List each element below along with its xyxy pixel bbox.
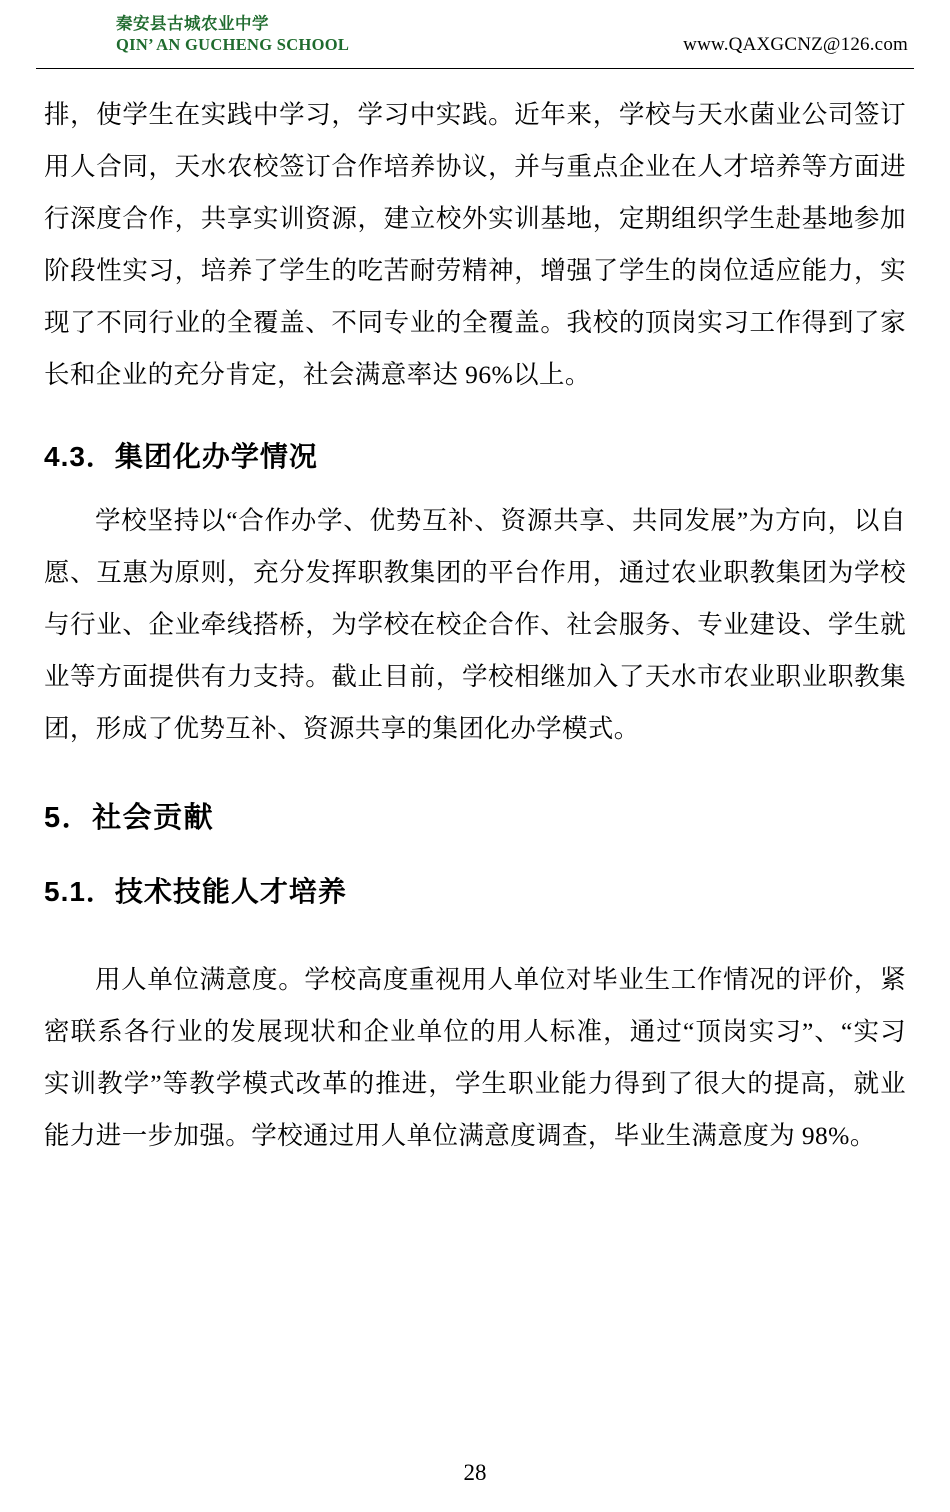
school-name-chinese: 秦安县古城农业中学 — [116, 14, 269, 33]
school-identity — [36, 14, 349, 55]
page-header — [0, 0, 950, 62]
heading-5-1: 5.1．技术技能人才培养 — [44, 876, 347, 907]
paragraph-employer-satisfaction: 用人单位满意度。学校高度重视用人单位对毕业生工作情况的评价，紧密联系各行业的发展现状和企业单位的用人标准，通过“顶岗实习”、“实习实训教学”等教学模式改革的推进，学生职业能力得到了很大的提高，就业能力进一步加强。学校通过用人单位满意度调查，毕业生满意度为 98%。 — [44, 965, 906, 1150]
heading-4-3: 4.3．集团化办学情况 — [44, 441, 318, 472]
page-number: 28 — [463, 1460, 487, 1485]
page-content — [0, 69, 950, 1162]
paragraph-group-schooling: 学校坚持以“合作办学、优势互补、资源共享、共同发展”为方向，以自愿、互惠为原则，充分发挥职教集团的平台作用，通过农业职教集团为学校与行业、企业牵线搭桥，为学校在校企合作、社会服务、专业建设、学生就业等方面提供有力支持。截止目前，学校相继加入了天水市农业职业职教集团，形成了优势互补、资源共享的集团化办学模式。 — [44, 506, 906, 743]
contact-email: www.QAXGCNZ@126.com — [683, 34, 908, 55]
spacer — [44, 930, 906, 954]
paragraph-internship-continued: 排，使学生在实践中学习，学习中实践。近年来，学校与天水菌业公司签订用人合同，天水农校签订合作培养协议，并与重点企业在人才培养等方面进行深度合作，共享实训资源，建立校外实训基地，定期组织学生赴基地参加阶段性实习，培养了学生的吃苦耐劳精神，增强了学生的岗位适应能力，实现了不同行业的全覆盖、不同专业的全覆盖。我校的顶岗实习工作得到了家长和企业的充分肯定，社会满意率达 96%以上。 — [44, 100, 906, 389]
heading-5: 5．社会贡献 — [44, 802, 215, 834]
school-name-english: QIN’ AN GUCHENG SCHOOL — [116, 35, 350, 55]
